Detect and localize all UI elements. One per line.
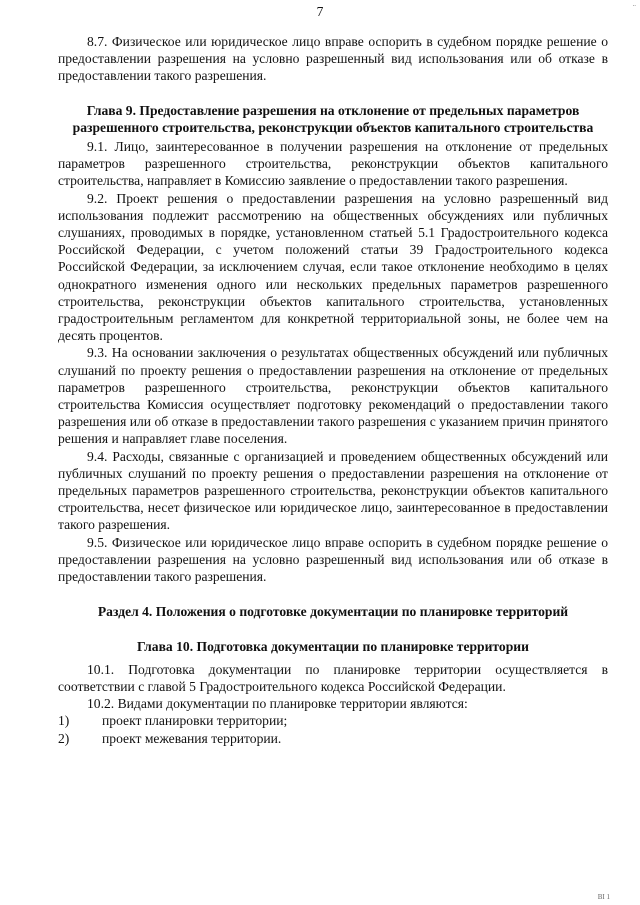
list-item-number: 1) — [58, 713, 70, 729]
paragraph-9-3: 9.3. На основании заключения о результатах общественных обсуждений или публичных слушаний по проекту решения о предоставлении разрешения на отклонение от предельных параметров разрешенного строительства, реконструкции объектов капитального строительства Комиссия осуществляет подготовку рекомендаций о предоставлении такого разрешения или об отказе в предоставлении такого разрешения с указанием причин принятого решения и направляет главе поселения. — [58, 345, 608, 447]
footer-mark: BI 1 — [597, 893, 610, 901]
chapter-9-title: Глава 9. Предоставление разрешения на отклонение от предельных параметров разрешенного строительства, реконструкции объектов капитального строительства — [72, 102, 594, 135]
section-4-title: Раздел 4. Положения о подготовке документации по планировке территорий — [97, 604, 569, 620]
paragraph-9-1: 9.1. Лицо, заинтересованное в получении разрешения на отклонение от предельных параметров разрешенного строительства, реконструкции объектов капитального строительства, направляет в Комиссию заявление о предоставлении такого разрешения. — [58, 139, 608, 189]
paragraph-9-4: 9.4. Расходы, связанные с организацией и проведением общественных обсуждений или публичных слушаний по проекту решения о предоставлении разрешения на отклонение от предельных параметров разрешенного строительства, реконструкции объектов капитального строительства, несет физическое или юридическое лицо, заинтересованное в предоставлении такого разрешения. — [58, 448, 608, 533]
document-body — [58, 33, 608, 747]
list-item-number: 2) — [58, 730, 70, 746]
paragraph-9-5: 9.5. Физическое или юридическое лицо вправе оспорить в судебном порядке решение о предоставлении разрешения на условно разрешенный вид использования или об отказе в предоставлении такого разрешения. — [58, 534, 608, 585]
list-item-text: проект межевания территории. — [102, 730, 282, 746]
page-number: 7 — [316, 4, 324, 19]
paragraph-8-7: 8.7. Физическое или юридическое лицо вправе оспорить в судебном порядке решение о предоставлении разрешения на условно разрешенный вид использования или об отказе в предоставлении такого разрешения. — [58, 34, 608, 84]
paragraph-10-1: 10.1. Подготовка документации по планировке территории осуществляется в соответствии с главой 5 Градостроительного кодекса Российской Федерации. — [58, 661, 608, 694]
list-item — [58, 712, 608, 729]
paragraph-9-2: 9.2. Проект решения о предоставлении разрешения на условно разрешенный вид использования подлежит рассмотрению на общественных обсуждениях или публичных слушаниях, проводимых в порядке, установленном статьей 5.1 Градостроительного кодекса Российской Федерации, с учетом положений статьи 39 Градостроительного кодекса Российской Федерации, за исключением случая, если такое отклонение необходимо в целях однократного изменения одного или нескольких предельных параметров разрешенного строительства, реконструкции объектов капитального строительства, установленных градостроительным регламентом для конкретной территориальной зоны, не более чем на десять процентов. — [58, 190, 608, 344]
corner-mark: .. — [632, 0, 636, 8]
paragraph-10-2: 10.2. Видами документации по планировке территории являются: — [87, 696, 468, 712]
chapter-10-title: Глава 10. Подготовка документации по планировке территории — [137, 638, 529, 654]
list-item — [58, 730, 608, 747]
list-item-text: проект планировки территории; — [102, 713, 288, 729]
